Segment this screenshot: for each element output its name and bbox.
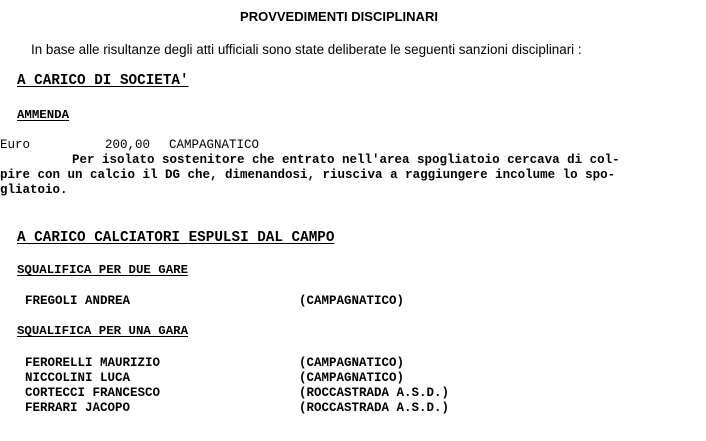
ammenda-heading: AMMENDA bbox=[17, 108, 70, 122]
section-heading-calciatori: A CARICO CALCIATORI ESPULSI DAL CAMPO bbox=[17, 230, 335, 246]
fine-club: CAMPAGNATICO bbox=[169, 138, 260, 152]
fine-reason-line: pire con un calcio il DG che, dimenandosi, riusciva a raggiungere incolume lo spo- bbox=[0, 168, 616, 182]
fine-reason-line: gliatoio. bbox=[0, 183, 68, 197]
player-name: FREGOLI ANDREA bbox=[25, 294, 131, 308]
two-games-heading: SQUALIFICA PER DUE GARE bbox=[17, 263, 189, 277]
intro-text: In base alle risultanze degli atti ufficiali sono state deliberate le seguenti sanzioni disciplinari : bbox=[31, 42, 582, 57]
fine-reason-line: Per isolato sostenitore che entrato nell'area spogliatoio cercava di col- bbox=[72, 153, 620, 167]
player-club: (ROCCASTRADA A.S.D.) bbox=[299, 401, 450, 415]
player-club: (ROCCASTRADA A.S.D.) bbox=[299, 386, 450, 400]
page-title: PROVVEDIMENTI DISCIPLINARI bbox=[240, 9, 438, 24]
fine-amount: 200,00 bbox=[105, 138, 151, 152]
player-name: CORTECCI FRANCESCO bbox=[25, 386, 161, 400]
player-club: (CAMPAGNATICO) bbox=[299, 371, 405, 385]
player-club: (CAMPAGNATICO) bbox=[299, 294, 405, 308]
player-name: FERORELLI MAURIZIO bbox=[25, 356, 161, 370]
player-club: (CAMPAGNATICO) bbox=[299, 356, 405, 370]
player-name: NICCOLINI LUCA bbox=[25, 371, 131, 385]
player-name: FERRARI JACOPO bbox=[25, 401, 131, 415]
section-heading-societa: A CARICO DI SOCIETA' bbox=[17, 73, 189, 89]
one-game-heading: SQUALIFICA PER UNA GARA bbox=[17, 324, 189, 338]
fine-currency: Euro bbox=[0, 138, 31, 152]
